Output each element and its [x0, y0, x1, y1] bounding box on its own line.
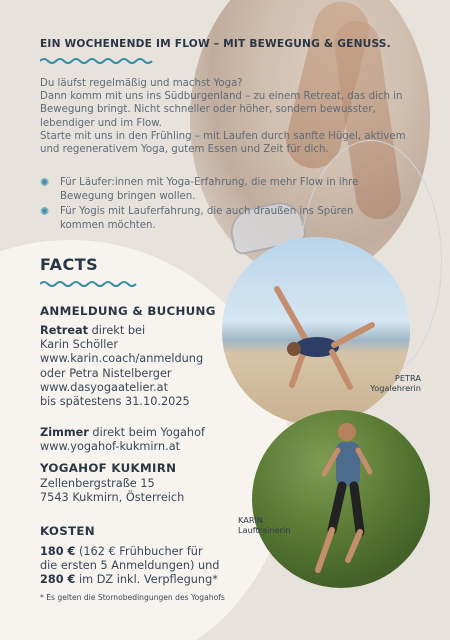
list-item: [40, 176, 390, 203]
karin-caption: KARIN Lauftrainerin: [238, 515, 291, 535]
intro-line: Starte mit uns in den Frühling – mit Laufen durch sanfte Hügel, aktivem und regenerativem Yoga, gutem Essen und Zeit für dich.: [40, 130, 406, 156]
sparkle-bullet-icon: ✺: [40, 205, 50, 218]
list-item: [40, 205, 390, 232]
trail-running-photo: [252, 410, 430, 588]
anmeldung-block: [40, 324, 240, 409]
yoga-pose-figure: [222, 237, 410, 425]
zimmer-block: [40, 426, 205, 454]
anmeldung-heading: ANMELDUNG & BUCHUNG: [40, 304, 216, 318]
cancellation-note: * Es gelten die Stornobedingungen des Yogahofs: [40, 593, 225, 602]
contact-name: oder Petra Nistelberger: [40, 366, 172, 380]
street-text: Zellenbergstraße 15: [40, 477, 155, 490]
yoga-beach-photo: [222, 237, 410, 425]
petra-caption: PETRA Yogalehrerin: [370, 373, 421, 393]
facts-heading: FACTS: [40, 255, 99, 274]
wave-divider-icon: [40, 57, 155, 65]
deadline-text: bis spätestens 31.10.2025: [40, 395, 190, 409]
zimmer-line: Zimmer direkt beim Yogahof: [40, 426, 205, 439]
list-item-text: Für Yogis mit Lauferfahrung, die auch draußen ins Spüren kommen möchten.: [60, 206, 354, 231]
retreat-line: Retreat direkt bei: [40, 324, 146, 337]
address-block: [40, 477, 184, 505]
intro-text: [40, 77, 415, 156]
website-link[interactable]: www.karin.coach/anmeldung: [40, 352, 204, 366]
page-heading: EIN WOCHENENDE IM FLOW – MIT BEWEGUNG & GENUSS.: [40, 38, 391, 50]
target-group-list: [40, 176, 390, 234]
intro-line: Du läufst regelmäßig und machst Yoga?: [40, 78, 243, 89]
runner-figure: [252, 410, 430, 588]
intro-line: Dann komm mit uns ins Südburgenland – zu einem Retreat, das dich in Bewegung bringt. Nicht schneller oder höher, sondern bewusster, lebendiger und im Flow.: [40, 91, 403, 129]
website-link[interactable]: www.yogahof-kukmirn.at: [40, 440, 181, 454]
list-item-text: Für Läufer:innen mit Yoga-Erfahrung, die mehr Flow in ihre Bewegung bringen wollen.: [60, 177, 359, 202]
price-line: die ersten 5 Anmeldungen) und: [40, 559, 220, 573]
website-link[interactable]: www.dasyogaatelier.at: [40, 380, 169, 394]
price-line: 180 € (162 € Frühbucher für: [40, 545, 203, 558]
price-block: [40, 545, 219, 588]
city-text: 7543 Kukmirn, Österreich: [40, 491, 185, 505]
wave-divider-icon: [40, 280, 140, 288]
sparkle-bullet-icon: ✺: [40, 176, 50, 189]
price-line: 280 € im DZ inkl. Verpflegung*: [40, 573, 218, 587]
kosten-heading: KOSTEN: [40, 524, 95, 538]
contact-name: Karin Schöller: [40, 338, 118, 352]
yogahof-heading: YOGAHOF KUKMIRN: [40, 461, 177, 475]
